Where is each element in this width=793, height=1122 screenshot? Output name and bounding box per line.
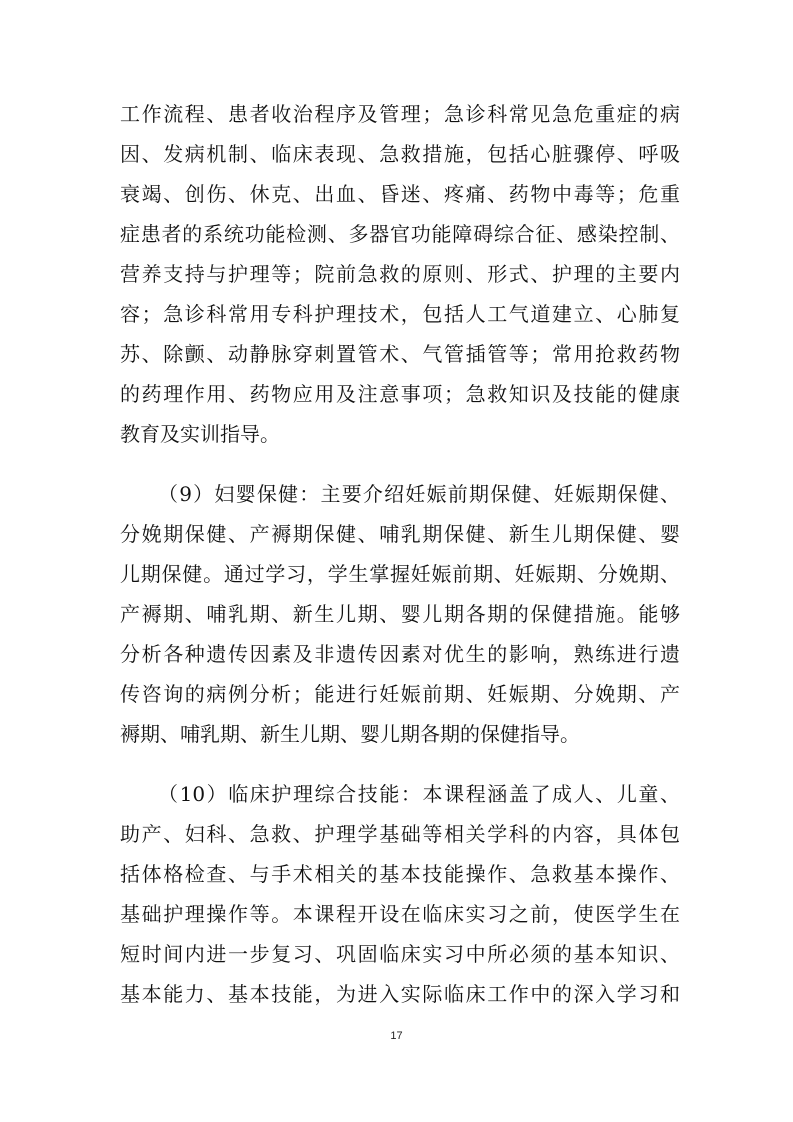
paragraph-2-line-7: 褥期、哺乳期、新生儿期、婴儿期各期的保健指导。: [120, 722, 580, 746]
paragraph-2-line-2: 分娩期保健、产褥期保健、哺乳期保健、新生儿期保健、婴: [120, 522, 680, 546]
paragraph-3-line-1: （10）临床护理综合技能：本课程涵盖了成人、儿童、: [158, 782, 680, 806]
paragraph-1-line-2: 因、发病机制、临床表现、急救措施，包括心脏骤停、呼吸: [120, 142, 680, 166]
paragraph-2-line-6: 传咨询的病例分析；能进行妊娠前期、妊娠期、分娩期、产: [120, 682, 680, 706]
paragraph-2-line-4: 产褥期、哺乳期、新生儿期、婴儿期各期的保健措施。能够: [120, 602, 680, 626]
paragraph-2-line-1: （9）妇婴保健：主要介绍妊娠前期保健、妊娠期保健、: [158, 482, 680, 506]
paragraph-1-line-9: 教育及实训指导。: [120, 422, 280, 446]
paragraph-1-line-5: 营养支持与护理等；院前急救的原则、形式、护理的主要内: [120, 262, 680, 286]
paragraph-1-line-7: 苏、除颤、动静脉穿刺置管术、气管插管等；常用抢救药物: [120, 342, 680, 366]
paragraph-1-line-6: 容；急诊科常用专科护理技术，包括人工气道建立、心肺复: [120, 302, 680, 326]
page-number: 17: [390, 1030, 403, 1042]
paragraph-2-line-3: 儿期保健。通过学习，学生掌握妊娠前期、妊娠期、分娩期、: [120, 562, 680, 586]
paragraph-2-line-5: 分析各种遗传因素及非遗传因素对优生的影响，熟练进行遗: [120, 642, 680, 666]
paragraph-1-line-3: 衰竭、创伤、休克、出血、昏迷、疼痛、药物中毒等；危重: [120, 182, 680, 206]
paragraph-1-line-8: 的药理作用、药物应用及注意事项；急救知识及技能的健康: [120, 382, 680, 406]
paragraph-3-line-2: 助产、妇科、急救、护理学基础等相关学科的内容，具体包: [120, 822, 680, 846]
paragraph-1-line-4: 症患者的系统功能检测、多器官功能障碍综合征、感染控制、: [120, 222, 680, 246]
paragraph-3-line-3: 括体格检查、与手术相关的基本技能操作、急救基本操作、: [120, 862, 680, 886]
paragraph-3-line-4: 基础护理操作等。本课程开设在临床实习之前，使医学生在: [120, 902, 680, 926]
paragraph-3-line-6: 基本能力、基本技能，为进入实际临床工作中的深入学习和: [120, 982, 680, 1006]
paragraph-1-line-1: 工作流程、患者收治程序及管理；急诊科常见急危重症的病: [120, 102, 680, 126]
paragraph-3-line-5: 短时间内进一步复习、巩固临床实习中所必须的基本知识、: [120, 942, 680, 966]
